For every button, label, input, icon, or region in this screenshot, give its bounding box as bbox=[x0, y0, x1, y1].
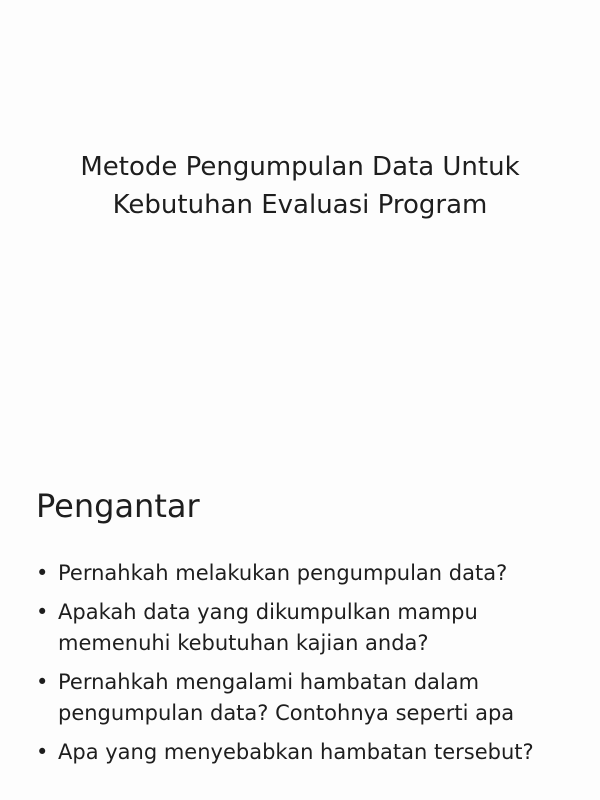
bullet-icon: • bbox=[36, 561, 49, 585]
bullet-icon: • bbox=[36, 670, 49, 694]
bullet-item bbox=[36, 597, 576, 659]
bullet-item bbox=[36, 667, 576, 729]
bullet-text-line: Pernahkah mengalami hambatan dalam bbox=[58, 670, 480, 694]
bullet-text-line: Apa yang menyebabkan hambatan tersebut? bbox=[58, 740, 534, 764]
slide-title-line: Kebutuhan Evaluasi Program bbox=[112, 190, 488, 220]
slide-title-line: Metode Pengumpulan Data Untuk bbox=[80, 152, 520, 182]
bullet-item bbox=[36, 558, 576, 589]
bullet-list bbox=[36, 558, 576, 776]
slide-heading: Pengantar bbox=[36, 487, 200, 525]
bullet-text-line: Apakah data yang dikumpulkan mampu bbox=[58, 600, 478, 624]
bullet-item bbox=[36, 737, 576, 768]
bullet-text-line: pengumpulan data? Contohnya seperti apa bbox=[58, 701, 515, 725]
slide-title bbox=[0, 148, 600, 224]
bullet-text-line: Pernahkah melakukan pengumpulan data? bbox=[58, 561, 508, 585]
bullet-icon: • bbox=[36, 600, 49, 624]
intro-slide bbox=[0, 400, 600, 800]
bullet-text-line: memenuhi kebutuhan kajian anda? bbox=[58, 631, 429, 655]
bullet-icon: • bbox=[36, 740, 49, 764]
